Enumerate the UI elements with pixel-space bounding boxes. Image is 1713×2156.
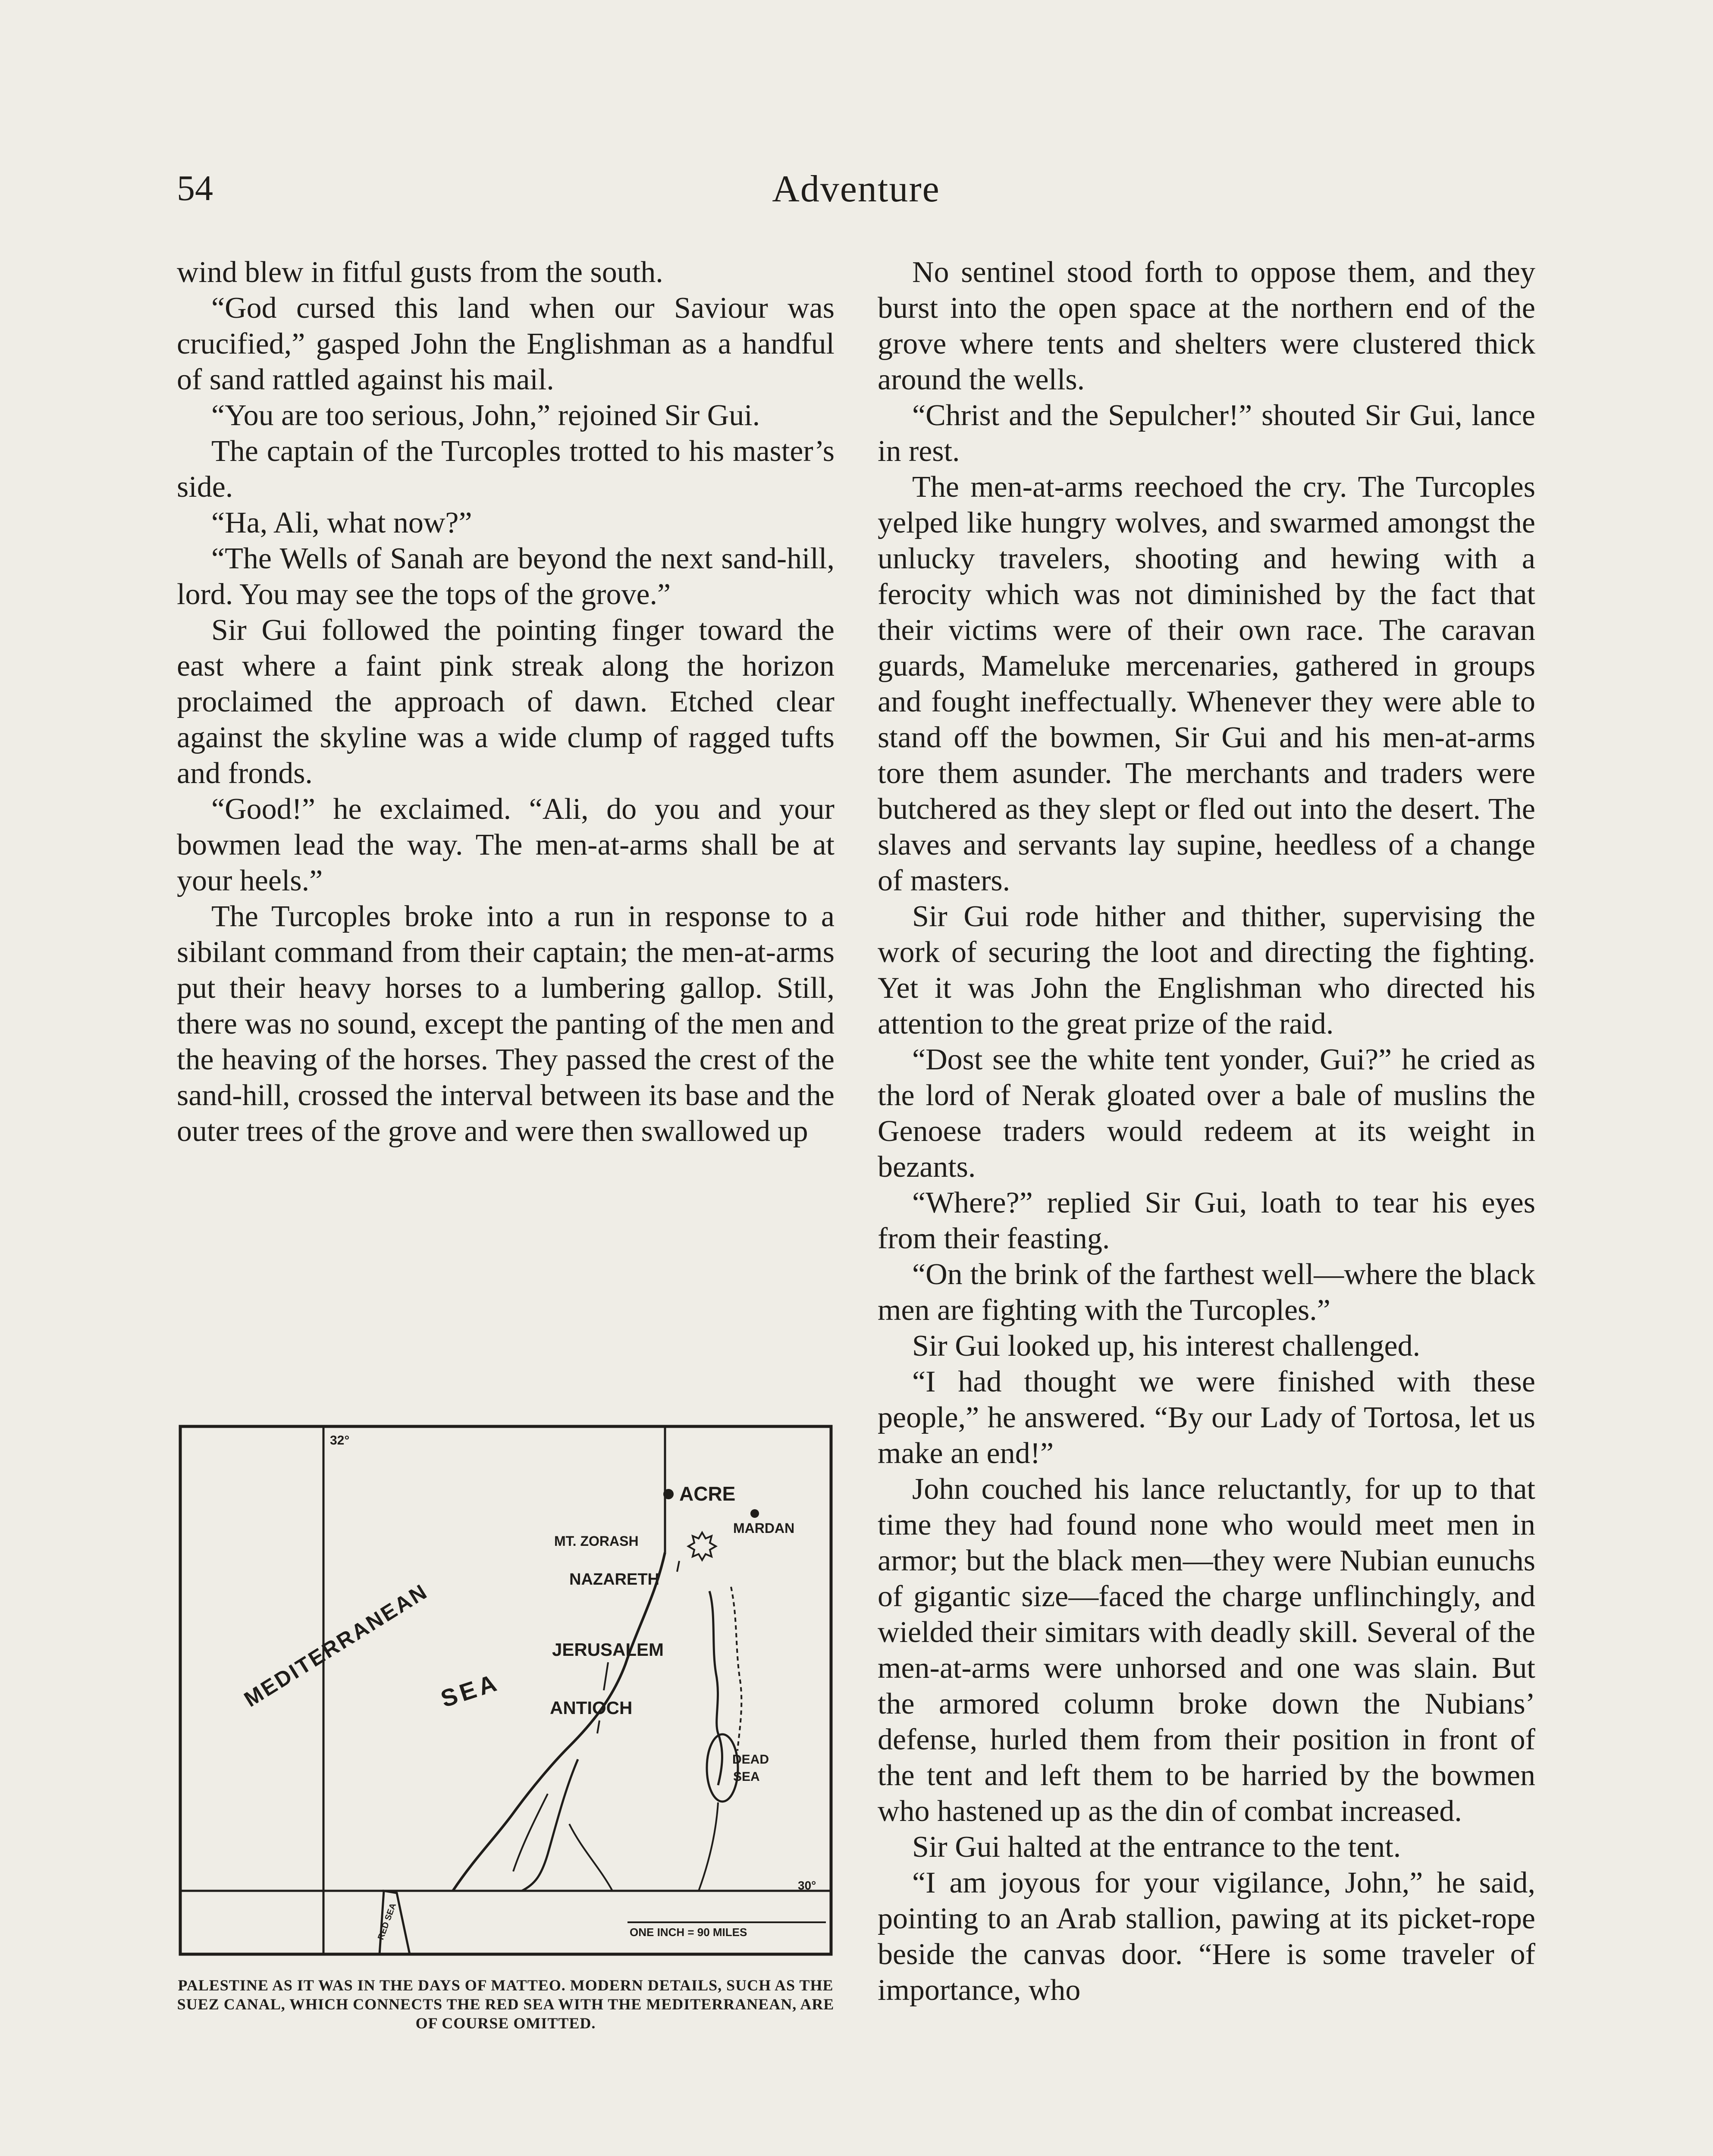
paragraph: The men-at-arms reechoed the cry. The Turcoples yelped like hungry wolves, and swarmed amongst the unlucky travelers, shooting and hewing with a ferocity which was not diminished by the fact that their victims were of their own race. The caravan guards, Mameluke mercenaries, gathered in groups and fought ineffectually. Whenever they were able to stand off the bowmen, Sir Gui and his men-at-arms tore them asunder. The merchants and traders were butchered as they slept or fled out into the desert. The slaves and servants lay supine, heedless of a change of masters. [878, 470, 1535, 897]
map-figure [177, 1423, 835, 2033]
red-sea-label: RED SEA [376, 1902, 398, 1941]
paragraph: “Christ and the Sepulcher!” shouted Sir Gui, lance in rest. [878, 399, 1535, 468]
wadi-arabah [699, 1802, 718, 1891]
paragraph: Sir Gui looked up, his interest challenged. [912, 1329, 1421, 1363]
left-column [177, 254, 835, 1149]
mt-zorash-label: MT. ZORASH [554, 1533, 639, 1549]
running-title: Adventure [772, 168, 940, 210]
mardan-label: MARDAN [733, 1520, 795, 1536]
latitude-30-label: 30° [798, 1879, 816, 1892]
paragraph: “God cursed this land when our Saviour was crucified,” gasped John the Englishman as a handful of sand rattled against his mail. [177, 291, 835, 396]
palestine-map [177, 1423, 835, 1958]
paragraph: “Good!” he exclaimed. “Ali, do you and your bowmen lead the way. The men-at-arms shall be at your heels.” [177, 793, 835, 897]
mediterranean-label: MEDITERRANEAN [240, 1579, 433, 1712]
paragraph: “Dost see the white tent yonder, Gui?” he cried as the lord of Nerak gloated over a bale of muslins the Genoese traders would redeem at its weight in bezants. [878, 1043, 1535, 1184]
paragraph: No sentinel stood forth to oppose them, and they burst into the open space at the northern end of the grove where tents and shelters were clustered thick around the wells. [878, 256, 1535, 396]
antioch-leader [597, 1720, 599, 1733]
scale-label: ONE INCH = 90 MILES [630, 1926, 747, 1939]
map-caption: PALESTINE AS IT WAS IN THE DAYS OF MATTEO. MODERN DETAILS, SUCH AS THE SUEZ CANAL, WHICH CONNECTS THE RED SEA WITH THE MEDITERRANEAN, ARE OF COURSE OMITTED. [177, 1977, 835, 2032]
mt-zorash-marker [688, 1532, 716, 1560]
paragraph: Sir Gui rode hither and thither, supervising the work of securing the loot and directing the fighting. Yet it was John the Englishman who directed his attention to the great prize of the raid. [878, 900, 1535, 1040]
jerusalem-label: JERUSALEM [552, 1639, 664, 1660]
paragraph: “I had thought we were finished with these people,” he answered. “By our Lady of Tortosa, let us make an end!” [878, 1365, 1535, 1470]
paragraph: “On the brink of the farthest well—where the black men are fighting with the Turcoples.” [878, 1258, 1535, 1327]
sea-label: SEA [437, 1668, 503, 1713]
nazareth-label: NAZARETH [569, 1570, 659, 1589]
coastline [453, 1552, 665, 1891]
mardan-marker [750, 1509, 759, 1518]
jordan-river [709, 1591, 722, 1785]
acre-marker [663, 1489, 674, 1499]
antioch-label: ANTIOCH [550, 1698, 633, 1718]
paragraph: Sir Gui halted at the entrance to the tent. [912, 1830, 1401, 1864]
dead-sea-label-line1: DEAD [732, 1752, 769, 1767]
paragraph: wind blew in fitful gusts from the south. [177, 256, 663, 289]
hill-range [731, 1587, 741, 1751]
paragraph: “I am joyous for your vigilance, John,” he said, pointing to an Arab stallion, pawing at its picket-rope beside the canvas door. “Here is some traveler of importance, who [878, 1866, 1535, 2007]
paragraph: John couched his lance reluctantly, for up to that time they had found none who would meet men in armor; but the black men—they were Nubian eunuchs of gigantic size—faced the charge unflinchingly, and wielded their simitars with deadly skill. Several of the men-at-arms were unhorsed and one was slain. But the armored column broke down the Nubians’ defense, hurled them from their position in front of the tent and left them to be harried by the bowmen who hastened up as the din of combat increased. [878, 1473, 1535, 1828]
jerusalem-leader [604, 1662, 608, 1690]
acre-label: ACRE [679, 1482, 736, 1505]
paragraph: The captain of the Turcoples trotted to his master’s side. [177, 435, 835, 504]
dead-sea-label-line2: SEA [733, 1770, 760, 1784]
paragraph: “Where?” replied Sir Gui, loath to tear his eyes from their feasting. [878, 1186, 1535, 1255]
right-column [878, 254, 1535, 2008]
paragraph: “The Wells of Sanah are beyond the next sand-hill, lord. You may see the tops of the grove.” [177, 542, 835, 611]
paragraph: Sir Gui followed the pointing finger toward the east where a faint pink streak along the horizon proclaimed the approach of dawn. Etched clear against the skyline was a wide clump of ragged tufts and fronds. [177, 614, 835, 790]
latitude-32-label: 32° [330, 1433, 350, 1448]
paragraph: The Turcoples broke into a run in response to a sibilant command from their captain; the men-at-arms put their heavy horses to a lumbering gallop. Still, there was no sound, except the panting of the men and the heaving of the horses. They passed the crest of the sand-hill, crossed the interval between its base and the outer trees of the grove and were then swallowed up [177, 900, 835, 1148]
paragraph: “You are too serious, John,” rejoined Sir Gui. [211, 399, 760, 432]
nazareth-leader [677, 1561, 679, 1572]
page-number: 54 [177, 168, 213, 208]
river-branch-east [569, 1824, 612, 1891]
paragraph: “Ha, Ali, what now?” [211, 506, 472, 539]
page-header [177, 167, 1535, 228]
